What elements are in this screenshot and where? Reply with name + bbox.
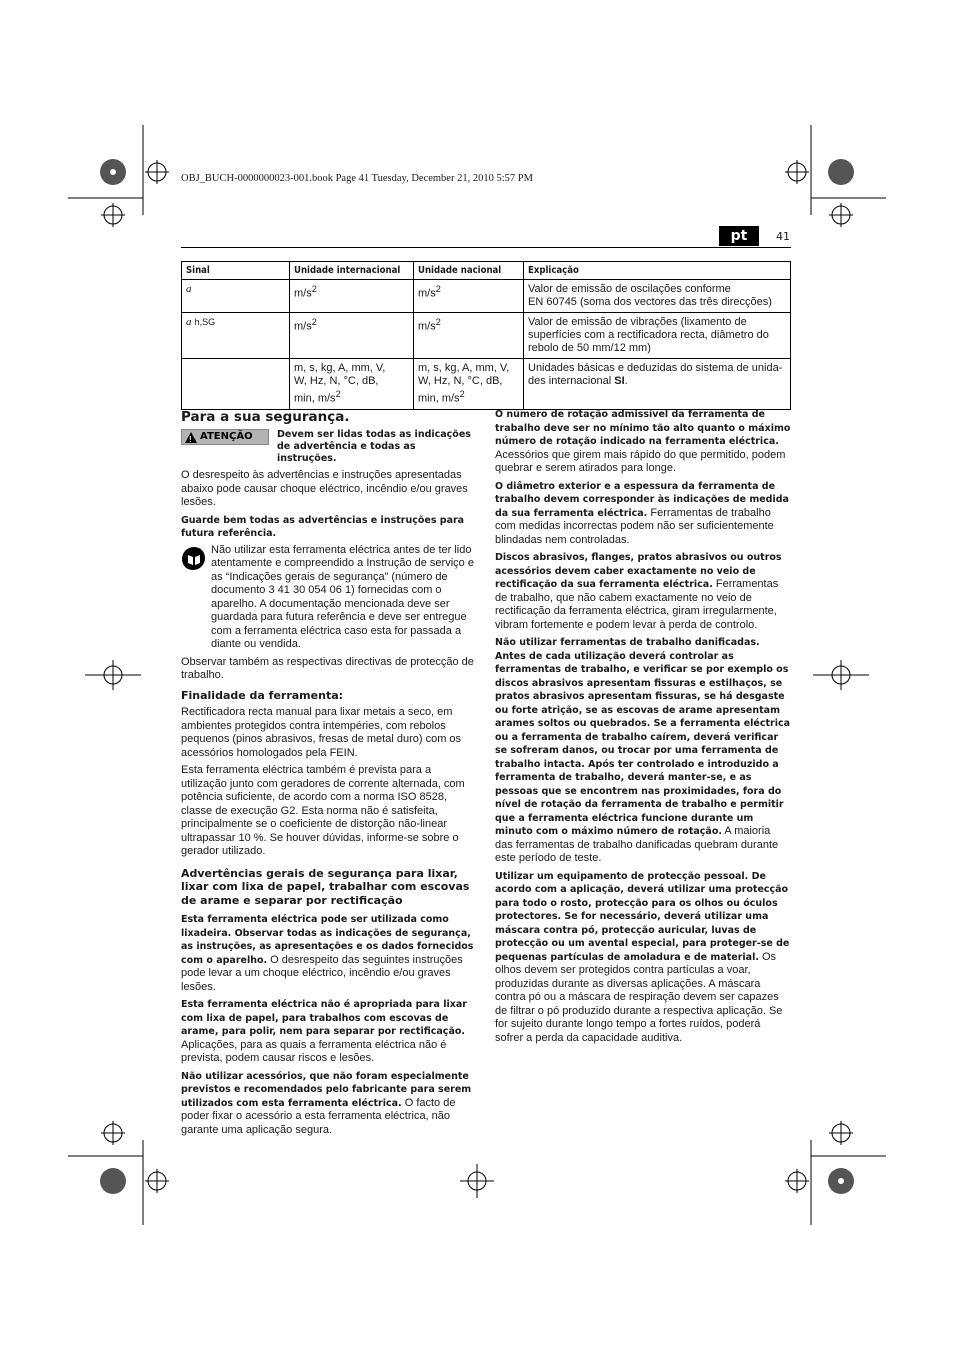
bold-text: Esta ferramenta eléctrica não é apropriada para lixar com lixa de papel, para trabalhos com escovas de arame, para polir, nem para separar por rectificação. [181,999,467,1037]
table-cell [524,280,791,313]
bold-text: Não utilizar acessórios, que não foram especialmente previstos e recomendados pelo fabricante para serem utilizados com esta ferramenta eléctrica. [181,1070,472,1109]
table-cell [290,280,414,313]
table-cell [182,359,290,410]
language-badge: pt [719,226,759,246]
table-cell [182,313,290,359]
warning-text: Devem ser lidas todas as indicações de advertência e todas as instruções. [277,429,471,464]
table-cell [414,359,524,410]
table-header: Explicação [524,262,791,280]
bold-text: Utilizar um equipamento de protecção pessoal. De acordo com a aplicação, deverá utilizar uma protecção para todo o rosto, protecção para os olhos ou óculos protectores. Se for necessário, deverá utilizar uma máscara contra pó, protecção auricular, luvas de protecção ou um avental especial, para proteger-se de pequenas partículas de amoladura e de material. [495,870,790,963]
signal-symbol: a [186,283,192,295]
table-header: Unidade nacional [414,262,524,280]
explanation-line: Valor de emissão de oscilações conforme [528,283,731,295]
paragraph: Esta ferramenta eléctrica também é prevista para a utilização junto com geradores de corrente alternada, com potência suficiente, de acordo com a norma ISO 8528, classe de execução G2. Esta norma não é satisfeita, principalmente se o coeficiente de distorção não-linear ultrapassar 10 %. Se houver dúvidas, informe-se sobre o gerador utilizado. [181,764,465,857]
bold-text: Não utilizar ferramentas de trabalho danificadas. Antes de cada utilização deverá controlar as ferramentas de trabalho, e verificar se por exemplo os discos abrasivos apresentam fissuras e estilhaços, se pratos abrasivos apresentam fissuras, se há desgaste ou forte atrição, se as escovas de arame apresentam arames soltos ou quebrados. Se a ferramenta eléctrica ou a ferramenta de trabalho caírem, deverá verificar se sofreram danos, ou trocar por uma ferramenta de trabalho intacta. Após ter controlado e introduzido a ferramenta de trabalho, deverá manter-se, e as pessoas que se encontrem nas proximidades, fora do nível de rotação da ferramenta de trabalho e permitir que a ferramenta eléctrica funcione durante um minuto com o máximo número de rotação. [495,637,791,837]
left-column [181,409,477,1141]
bold-text: O número de rotação admissível da ferramenta de trabalho deve ser no mínimo tão alto quanto o máximo número de rotação indicado na ferramenta eléctrica. [495,409,791,447]
table-cell [524,359,791,410]
header-rule [181,247,791,248]
unit-exponent: 2 [435,317,441,327]
si-abbrev: SI [614,375,625,387]
table-cell [414,280,524,313]
table-cell [182,280,290,313]
table-row [182,359,791,410]
explanation-line: Valor de emissão de vibrações (lixamento de [528,316,747,328]
text: Ferramentas de trabalho com medidas incorrectas podem não ser suficientemente blindadas nem controladas. [495,506,774,546]
page-number: 41 [776,230,790,243]
text: A maioria das ferramentas de trabalho danificadas quebram durante este período de teste. [495,825,779,864]
text: Aplicações, para as quais a ferramenta eléctrica não é prevista, podem causar riscos e lesões. [181,1038,447,1064]
text: O desrespeito das seguintes instruções pode levar a um choque eléctrico, incêndio e/ou graves lesões. [181,953,463,993]
bold-text: Esta ferramenta eléctrica pode ser utilizada como lixadeira. Observar todas as indicações de segurança, as instruções, as apresentações e os dados fornecidos com o aparelho. [181,914,474,966]
explanation-line: Unidades básicas e deduzidas do sistema de unida- [528,362,783,374]
bold-paragraph: Guarde bem todas as advertências e instruções para futura referência. [181,514,465,539]
explanation-end: . [624,375,628,387]
table-cell [290,359,414,410]
text: Ferramentas de trabalho, que não cabem exactamente no veio de rectificação da ferramenta eléctrica, giram irregularmente, vibram fortemente e podem levar à perda de controlo. [495,578,779,631]
table-row [182,280,791,313]
table-header: Unidade internacional [290,262,414,280]
unit-text: m/s [294,287,312,300]
explanation-line: superfícies com a rectificadora recta, diâmetro do [528,329,769,341]
paragraph: Rectificadora recta manual para lixar metais a seco, em ambientes protegidos contra intempéries, com rebolos pequenos (pinos abrasivos, fresas de metal duro) com os acessórios homologados pela FEIN. [181,706,462,759]
warning-label: ATENÇÃO [200,431,253,443]
table-cell [290,313,414,359]
text: Os olhos devem ser protegidos contra partículas a voar, produzidas durante as diversas aplicações. A máscara contra pó ou a máscara de respiração devem ser capazes de filtrar o pó produzido durante a respectiva aplicação. Se for sujeito durante longo tempo a fortes ruídos, poderá sofrer a perda da capacidade auditiva. [495,950,783,1044]
warning-block [181,429,477,465]
unit-line: m, s, kg, A, mm, V, [294,362,386,374]
text: Acessórios que girem mais rápido do que permitido, podem quebrar e serem atirados para longe. [495,448,786,474]
explanation-line: EN 60745 (soma dos vectores das três direcções) [528,296,772,308]
unit-exponent: 2 [311,317,317,327]
paragraph: O desrespeito às advertências e instruções apresentadas abaixo pode causar choque eléctrico, incêndio e/ou graves lesões. [181,469,468,508]
table-cell [524,313,791,359]
unit-text: m/s [294,320,312,333]
unit-line: min, m/s [294,392,336,405]
read-manual-icon [181,546,205,570]
unit-line: min, m/s [418,392,460,405]
unit-line: m, s, kg, A, mm, V, [418,362,510,374]
unit-text: m/s [418,320,436,333]
unit-exponent: 2 [311,284,317,294]
subheading: Finalidade da ferramenta: [181,688,344,702]
units-table [181,261,791,410]
warning-triangle-icon [185,432,197,443]
unit-exponent: 2 [459,389,465,399]
unit-text: m/s [418,287,436,300]
signal-symbol: a [186,316,192,328]
signal-subscript: h,SG [194,317,216,327]
section-title: Para a sua segurança. [181,409,350,425]
read-manual-block [181,544,477,656]
paragraph: Não utilizar esta ferramenta eléctrica antes de ter lido atentamente e compreendido a Instrução de serviço e as “Indicações gerais de segurança” (número de documento 3 41 30 054 06 1) fornecidas com o aparelho. A documentação mencionada deve ser guardada para futura referência e deve ser entregue com a ferramenta eléctrica caso esta for passada a diante ou vendida. [211,543,474,650]
text: O facto de poder fixar o acessório a esta ferramenta eléctrica, não garante uma aplicação segura. [181,1096,456,1136]
explanation-line: rebolo de 50 mm/12 mm) [528,342,651,354]
warning-badge [181,429,269,445]
table-row [182,313,791,359]
unit-line: W, Hz, N, °C, dB, [418,375,503,387]
unit-exponent: 2 [335,389,341,399]
table-header: Sinal [182,262,290,280]
table-cell [414,313,524,359]
unit-line: W, Hz, N, °C, dB, [294,375,379,387]
bold-text: O diâmetro exterior e a espessura da ferramenta de trabalho devem corresponder às indicações de medida da sua ferramenta eléctrica. [495,480,789,519]
explanation-line: des internacional [528,375,615,387]
paragraph: Observar também as respectivas directivas de protecção de trabalho. [181,655,474,681]
file-info-line: OBJ_BUCH-0000000023-001.book Page 41 Tuesday, December 21, 2010 5:57 PM [181,173,533,184]
table-header-row [182,262,791,280]
bold-text: Discos abrasivos, flanges, pratos abrasivos ou outros acessórios devem caber exactamente no veio de rectificação da sua ferramenta eléctrica. [495,552,782,590]
subheading: Advertências gerais de segurança para lixar, lixar com lixa de papel, trabalhar com escovas de arame e separar por rectificação [181,866,470,907]
right-column [495,408,791,1049]
unit-exponent: 2 [435,284,441,294]
